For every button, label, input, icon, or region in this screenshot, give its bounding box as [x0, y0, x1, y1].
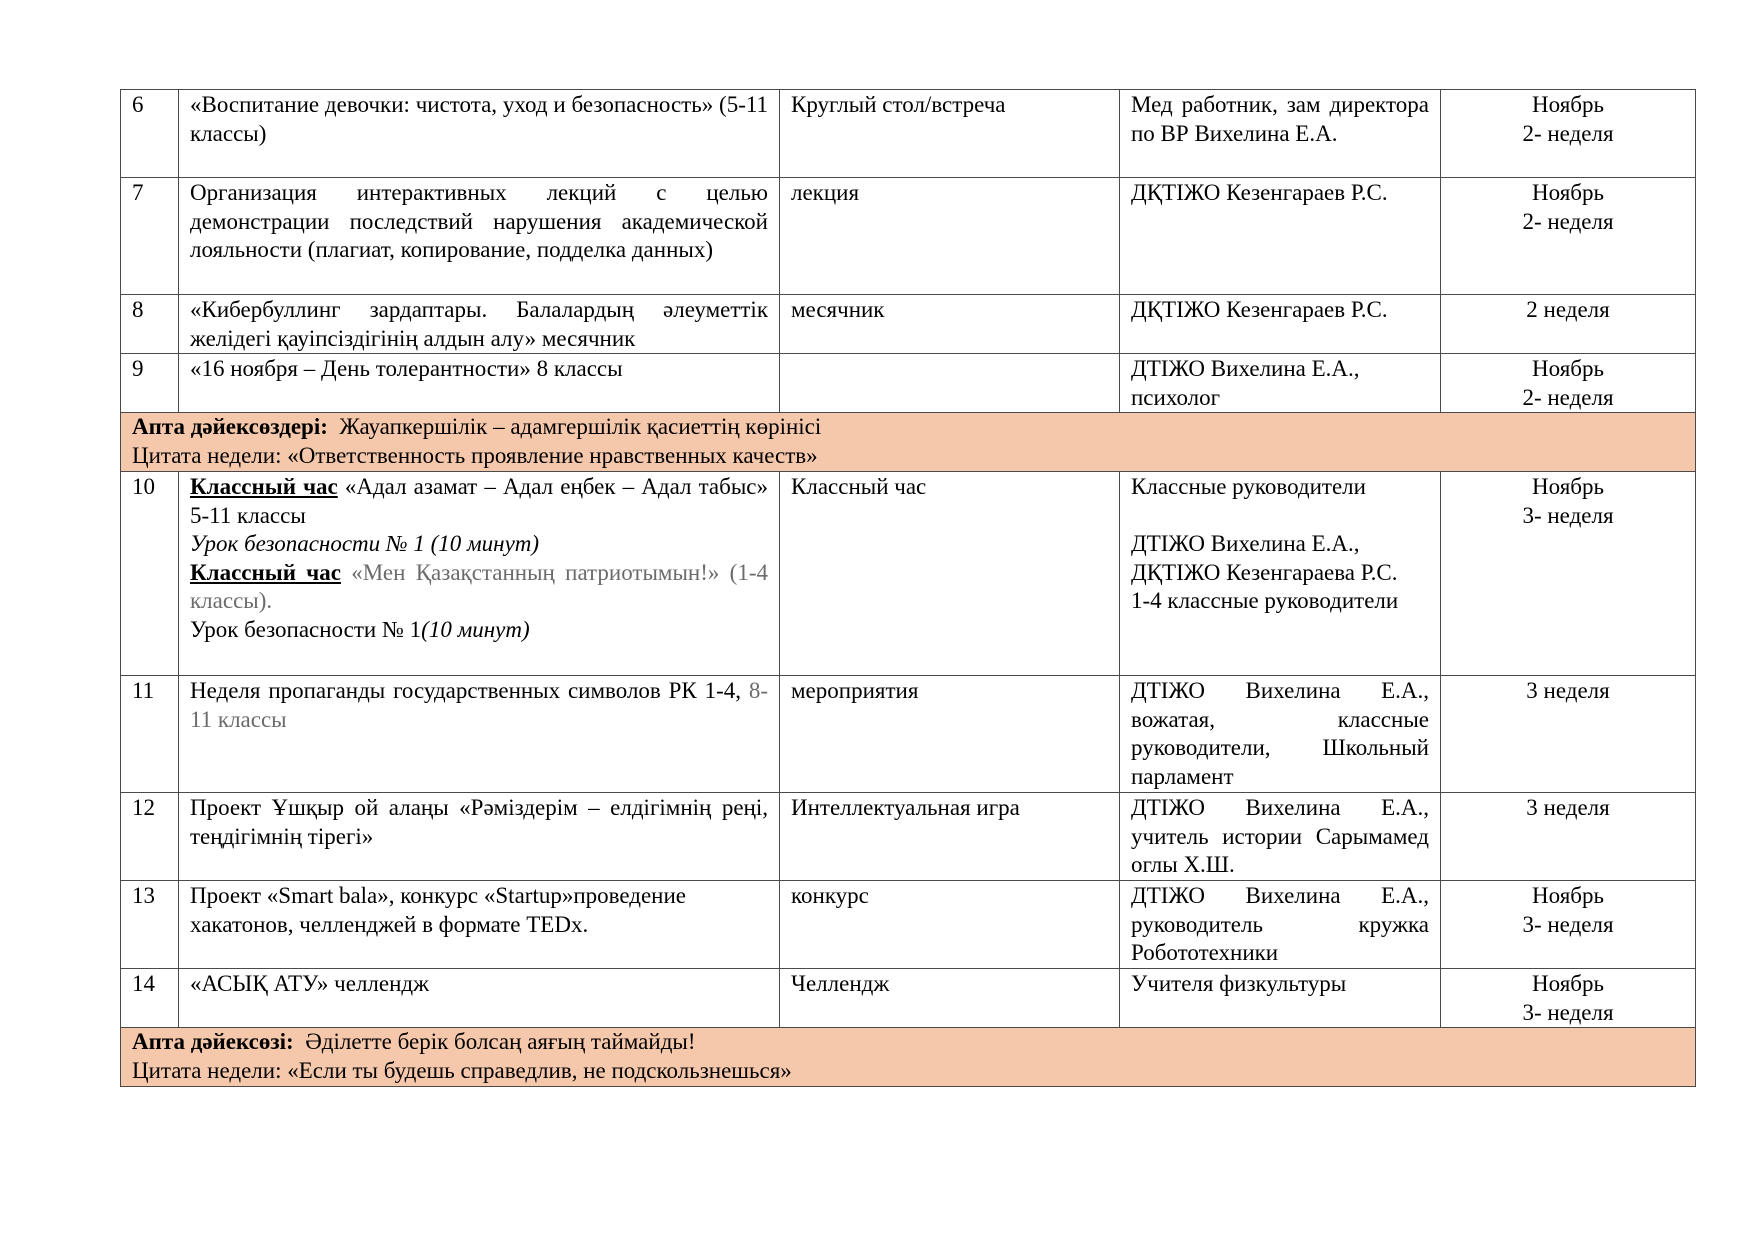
event-cell: Проект Ұшқыр ой алаңы «Рәміздерім – елдігімнің реңі, теңдігімнің тірегі»	[179, 793, 780, 881]
date-cell	[1441, 178, 1696, 295]
date-line: Ноябрь	[1532, 356, 1604, 381]
responsible-cell: ДТІЖО Вихелина Е.А., руководитель кружка Робототехники	[1120, 881, 1441, 969]
table-row	[121, 295, 1696, 354]
event-cell: «Воспитание девочки: чистота, уход и безопасность» (5-11 классы)	[179, 90, 780, 178]
week-quote-row	[121, 1028, 1696, 1087]
responsible-cell	[1120, 472, 1441, 676]
row-number: 6	[121, 90, 179, 178]
row-number: 12	[121, 793, 179, 881]
week-quote-label: Апта дәйексөзі:	[132, 1029, 294, 1054]
form-cell	[780, 354, 1120, 413]
date-cell	[1441, 793, 1696, 881]
week-quote-cell	[121, 1028, 1696, 1087]
date-cell	[1441, 472, 1696, 676]
date-line: 3- неделя	[1522, 911, 1614, 937]
event-text: Урок безопасности № 1	[190, 616, 422, 642]
responsible-cell: ДҚТІЖО Кезенгараев Р.С.	[1120, 295, 1441, 354]
date-line: Ноябрь	[1532, 971, 1604, 996]
event-cell: «16 ноября – День толерантности» 8 классы	[179, 354, 780, 413]
class-hour-label: Классный час	[190, 474, 338, 499]
table-row	[121, 354, 1696, 413]
responsible-line: 1-4 классные руководители	[1131, 588, 1399, 613]
row-number: 13	[121, 881, 179, 969]
event-paragraph	[190, 559, 768, 616]
week-quote-ru: Цитата недели: «Если ты будешь справедлив, не подскользнешься»	[132, 1057, 792, 1083]
week-quote-kz	[132, 413, 1684, 442]
responsible-line: ДТІЖО Вихелина Е.А.,	[1131, 531, 1360, 556]
date-line: Ноябрь	[1532, 474, 1604, 499]
date-line: 2 неделя	[1526, 297, 1610, 322]
event-plan-table	[120, 89, 1696, 1087]
form-cell: Классный час	[780, 472, 1120, 676]
event-cell	[179, 676, 780, 793]
event-cell: «АСЫҚ АТУ» челлендж	[179, 969, 780, 1028]
event-text-gray: 8-11 классы	[190, 678, 768, 732]
event-text: Неделя пропаганды государственных символов РК 1-4,	[190, 678, 741, 703]
date-cell	[1441, 295, 1696, 354]
week-quote-ru: Цитата недели: «Ответственность проявление нравственных качеств»	[132, 442, 818, 468]
date-cell: 3 неделя	[1441, 676, 1696, 793]
responsible-cell: Учителя физкультуры	[1120, 969, 1441, 1028]
responsible-cell: Мед работник, зам директора по ВР Вихелина Е.А.	[1120, 90, 1441, 178]
event-cell	[179, 472, 780, 676]
event-paragraph	[190, 473, 768, 530]
safety-lesson: Урок безопасности № 1 (10 минут)	[190, 531, 540, 556]
table-row	[121, 90, 1696, 178]
responsible-line: психолог	[1131, 384, 1221, 410]
week-quote-label: Апта дәйексөздері:	[132, 414, 328, 439]
date-line: 3 неделя	[1526, 795, 1610, 820]
date-line: 2- неделя	[1522, 384, 1614, 410]
week-quote-row	[121, 413, 1696, 472]
class-hour-label: Классный час	[190, 559, 341, 585]
week-quote-text: Әділетте берік болсаң аяғың таймайды!	[305, 1029, 696, 1054]
date-line: Ноябрь	[1532, 180, 1604, 205]
date-line: Ноябрь	[1532, 92, 1604, 117]
responsible-line: Классные руководители	[1131, 474, 1366, 499]
week-quote-cell	[121, 413, 1696, 472]
date-line: 3- неделя	[1522, 999, 1614, 1025]
week-quote-kz	[132, 1028, 1684, 1057]
table-row	[121, 969, 1696, 1028]
responsible-line: ДТІЖО Вихелина Е.А.,	[1131, 356, 1360, 381]
table-row	[121, 472, 1696, 676]
row-number: 9	[121, 354, 179, 413]
form-cell: Челлендж	[780, 969, 1120, 1028]
date-cell	[1441, 354, 1696, 413]
responsible-cell	[1120, 354, 1441, 413]
table-row	[121, 676, 1696, 793]
row-number: 14	[121, 969, 179, 1028]
table-row	[121, 178, 1696, 295]
event-text-gray: «Мен Қазақстанның патриотымын!» (1-4 классы).	[190, 559, 768, 613]
date-line: Ноябрь	[1532, 883, 1604, 908]
responsible-cell: ДТІЖО Вихелина Е.А., учитель истории Сарымамед оглы Х.Ш.	[1120, 793, 1441, 881]
responsible-cell: ДҚТІЖО Кезенгараев Р.С.	[1120, 178, 1441, 295]
form-cell: Интеллектуальная игра	[780, 793, 1120, 881]
form-cell: конкурс	[780, 881, 1120, 969]
form-cell: лекция	[780, 178, 1120, 295]
responsible-line: ДҚТІЖО Кезенгараева Р.С.	[1131, 559, 1398, 585]
date-line: 3- неделя	[1522, 502, 1614, 528]
event-cell: Организация интерактивных лекций с целью демонстрации последствий нарушения академической лояльности (плагиат, копирование, подделка данных)	[179, 178, 780, 295]
spacer	[1131, 502, 1429, 531]
form-cell: мероприятия	[780, 676, 1120, 793]
table-row	[121, 881, 1696, 969]
event-text-italic: (10 минут)	[421, 616, 530, 642]
safety-lesson	[190, 616, 768, 645]
row-number: 10	[121, 472, 179, 676]
row-number: 7	[121, 178, 179, 295]
date-cell	[1441, 969, 1696, 1028]
date-line: 2- неделя	[1522, 208, 1614, 234]
date-cell	[1441, 881, 1696, 969]
date-line: 2- неделя	[1522, 120, 1614, 146]
row-number: 8	[121, 295, 179, 354]
form-cell: месячник	[780, 295, 1120, 354]
week-quote-text: Жауапкершілік – адамгершілік қасиеттің көрінісі	[339, 414, 822, 439]
responsible-cell: ДТІЖО Вихелина Е.А., вожатая, классные руководители, Школьный парламент	[1120, 676, 1441, 793]
row-number: 11	[121, 676, 179, 793]
event-text: «Адал азамат – Адал еңбек – Адал табыс» 5-11 классы	[190, 474, 768, 528]
date-cell	[1441, 90, 1696, 178]
event-cell: «Кибербуллинг зардаптары. Балалардың әлеуметтік желідегі қауіпсіздігінің алдын алу» месячник	[179, 295, 780, 354]
table-row	[121, 793, 1696, 881]
form-cell: Круглый стол/встреча	[780, 90, 1120, 178]
event-cell: Проект «Smart bala», конкурс «Startup»проведение хакатонов, челленджей в формате TEDx.	[179, 881, 780, 969]
